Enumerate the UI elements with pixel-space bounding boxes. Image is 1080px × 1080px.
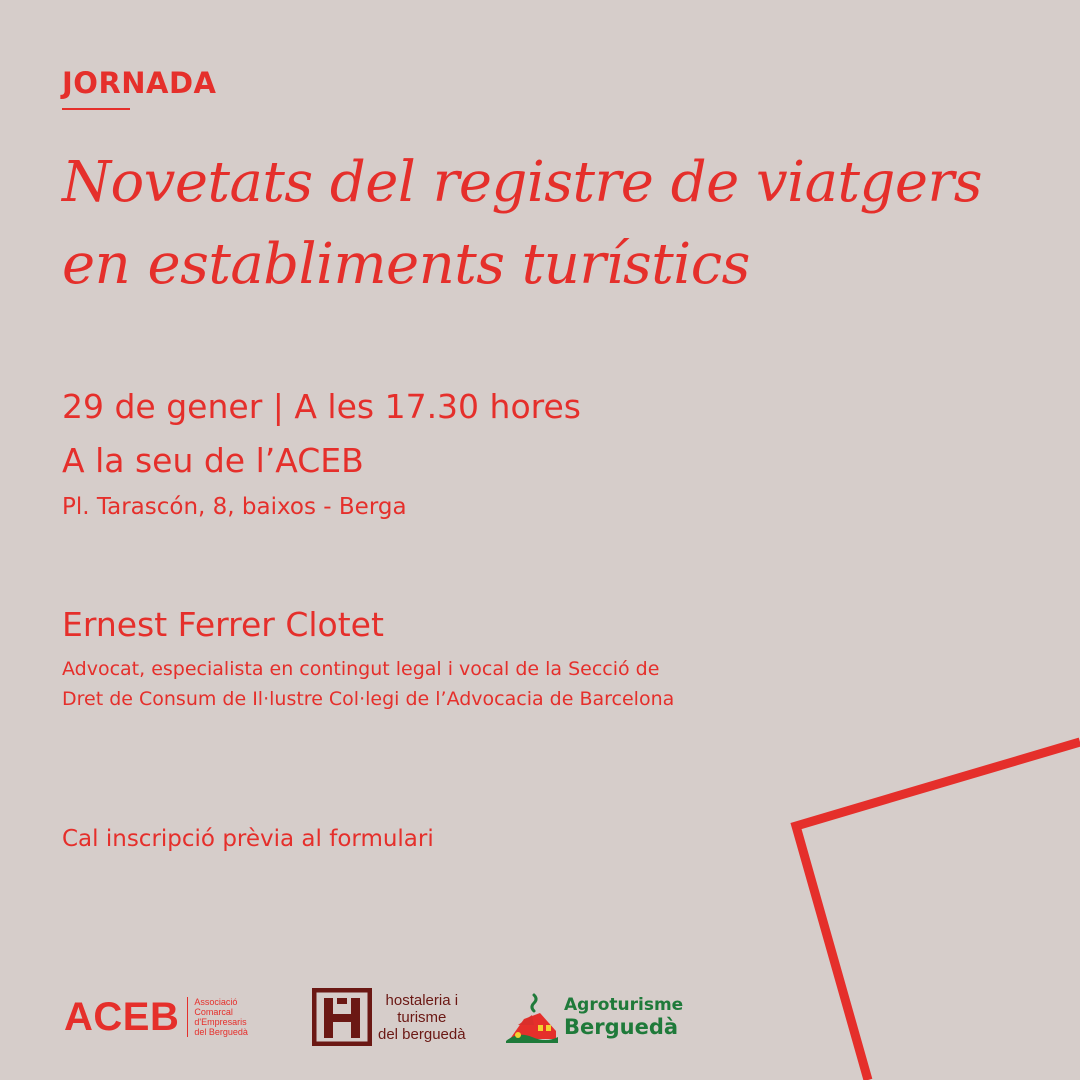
agroturisme-logo xyxy=(504,986,683,1048)
aceb-sub-line-1: Associació xyxy=(194,997,238,1007)
event-address: Pl. Tarascón, 8, baixos - Berga xyxy=(62,494,407,520)
hostaleria-line-2: turisme xyxy=(397,1008,447,1026)
hostaleria-line-3: del berguedà xyxy=(378,1025,466,1043)
event-venue: A la seu de l’ACEB xyxy=(62,441,364,480)
eyebrow-label: JORNADA xyxy=(62,66,217,100)
hostaleria-line-1: hostaleria i xyxy=(385,991,459,1009)
agroturisme-logo-text xyxy=(564,995,683,1039)
title-line-2: en establiments turístics xyxy=(62,232,750,297)
eyebrow-underline xyxy=(62,108,130,110)
aceb-logo-subtitle xyxy=(194,997,264,1037)
hostaleria-logo-text xyxy=(378,992,466,1043)
speaker-bio xyxy=(62,654,674,714)
speaker-bio-line-1: Advocat, especialista en contingut legal i vocal de la Secció de xyxy=(62,658,660,680)
title-line-1: Novetats del registre de viatgers xyxy=(62,150,982,215)
page-title xyxy=(62,142,1042,306)
hostaleria-emblem-icon xyxy=(312,988,372,1046)
aceb-sub-line-3: d'Empresaris xyxy=(194,1017,247,1027)
aceb-sub-line-2: Comarcal xyxy=(194,1007,233,1017)
registration-note: Cal inscripció prèvia al formulari xyxy=(62,826,434,852)
aceb-sub-line-4: del Berguedà xyxy=(194,1027,248,1037)
speaker-bio-line-2: Dret de Consum de Il·lustre Col·legi de l’Advocacia de Barcelona xyxy=(62,688,675,710)
speaker-name: Ernest Ferrer Clotet xyxy=(62,605,384,644)
aceb-logo-divider xyxy=(187,997,188,1037)
sponsor-logos xyxy=(0,970,1080,1080)
farmhouse-icon xyxy=(504,991,560,1043)
aceb-logo-mark: ACEB xyxy=(64,994,180,1039)
event-date-time: 29 de gener | A les 17.30 hores xyxy=(62,387,581,426)
agroturisme-line-1: Agroturisme xyxy=(564,995,684,1015)
aceb-logo xyxy=(64,992,264,1042)
agroturisme-line-2: Berguedà xyxy=(564,1015,679,1039)
hostaleria-turisme-logo xyxy=(312,984,466,1050)
